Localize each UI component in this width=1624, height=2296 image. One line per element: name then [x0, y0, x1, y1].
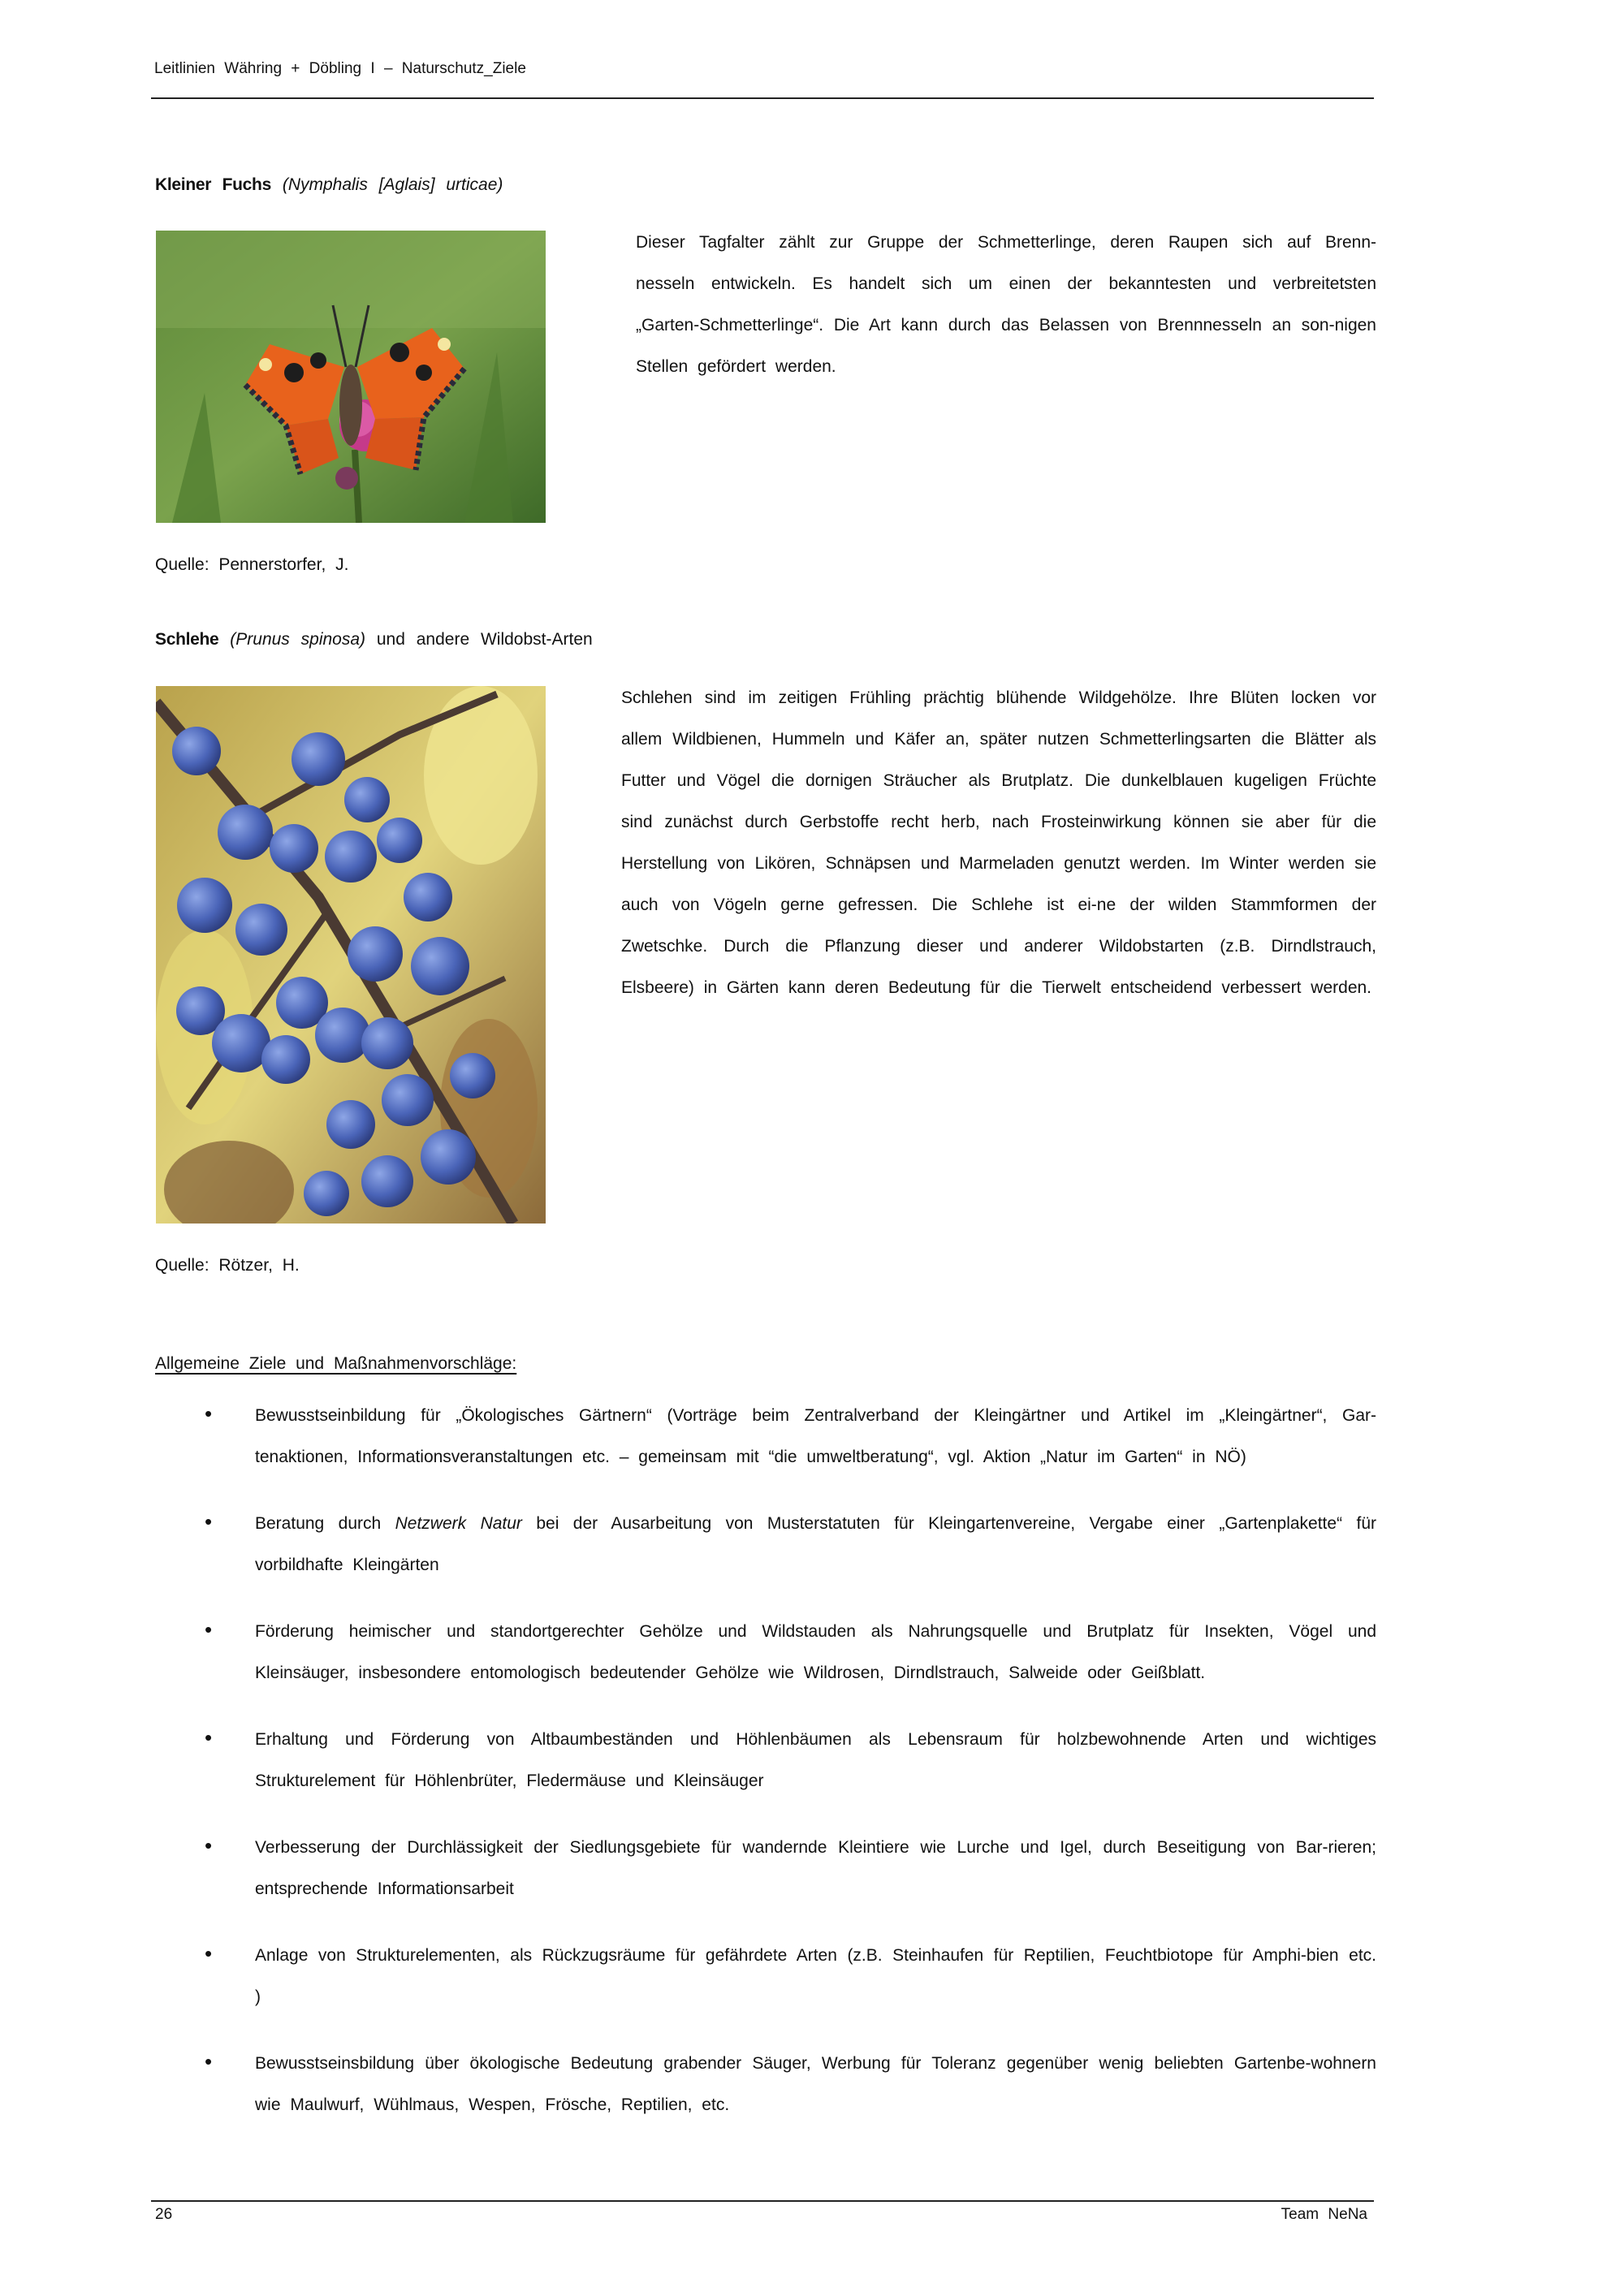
list-item	[199, 1935, 1376, 2018]
species-title-kleiner-fuchs	[155, 175, 503, 195]
species-description-schlehe: Schlehen sind im zeitigen Frühling prächtig blühende Wildgehölze. Ihre Blüten locken vor allem Wildbienen, Hummeln und Käfer an, später nutzen Schmetterlingsarten die Blätter als Futter und Vögel die dornigen Sträucher als Brutplatz. Die dunkelblauen kugeligen Früchte sind zunächst durch Gerbstoffe recht herb, nach Frosteinwirkung können sie aber für die Herstellung von Likören, Schnäpsen und Marmeladen genutzt werden. Im Winter werden sie auch von Vögeln gerne gefressen. Die Schlehe ist ei-ne der wilden Stammformen der Zwetschke. Durch die Pflanzung dieser und anderer Wildobstarten (z.B. Dirndlstrauch, Elsbeere) in Gärten kann deren Bedeutung für die Tierwelt entscheidend verbessert werden.	[621, 688, 1376, 997]
bullet-icon: •	[205, 1725, 213, 1750]
species-latin-name: (Prunus spinosa)	[230, 630, 366, 649]
bullet-icon: •	[205, 2049, 213, 2074]
goal-text-post: bei der Ausarbeitung von Musterstatuten für Kleingartenvereine, Vergabe einer „Gartenplakette“ für vorbildhafte Kleingärten	[255, 1514, 1376, 1574]
goal-text: Verbesserung der Durchlässigkeit der Siedlungsgebiete für wandernde Kleintiere wie Lurche und Igel, durch Beseitigung von Bar-rieren; entsprechende Informationsarbeit	[255, 1838, 1376, 1898]
page-number: 26	[155, 2206, 173, 2223]
list-item	[199, 1395, 1376, 1478]
list-item	[199, 2043, 1376, 2126]
species-common-name: Schlehe	[155, 630, 219, 649]
goal-text-pre: Beratung durch	[255, 1514, 395, 1533]
list-item	[199, 1719, 1376, 1802]
goals-heading: Allgemeine Ziele und Maßnahmenvorschläge:	[155, 1354, 517, 1373]
goal-text	[255, 1514, 1376, 1574]
species-title-suffix: und andere Wildobst-Arten	[376, 630, 593, 649]
goal-text: Bewusstseinbildung für „Ökologisches Gärtnern“ (Vorträge beim Zentralverband der Kleingärtner und Artikel im „Kleingärtner“, Gar-tenaktionen, Informationsveranstaltungen etc. – gemeinsam mit “die umweltberatung“, vgl. Aktion „Natur im Garten“ in NÖ)	[255, 1406, 1376, 1466]
photo-credit: Quelle: Pennerstorfer, J.	[155, 555, 349, 574]
butterfly-photo	[156, 231, 546, 523]
species-title-schlehe	[155, 630, 593, 650]
goal-text: Erhaltung und Förderung von Altbaumbeständen und Höhlenbäumen als Lebensraum für holzbewohnende Arten und wichtiges Strukturelement für Höhlenbrüter, Fledermäuse und Kleinsäuger	[255, 1730, 1376, 1790]
goals-list	[199, 1395, 1376, 2151]
goal-text-emphasis: Netzwerk Natur	[395, 1514, 522, 1533]
list-item	[199, 1503, 1376, 1586]
bullet-icon: •	[205, 1941, 213, 1966]
footer-team-name: Team NeNa	[1281, 2206, 1367, 2223]
bullet-icon: •	[205, 1401, 213, 1426]
sloe-photo	[156, 686, 546, 1224]
goal-text: Förderung heimischer und standortgerechter Gehölze und Wildstauden als Nahrungsquelle und Brutplatz für Insekten, Vögel und Kleinsäuger, insbesondere entomologisch bedeutender Gehölze wie Wildrosen, Dirndlstrauch, Salweide oder Geißblatt.	[255, 1622, 1376, 1682]
bullet-icon: •	[205, 1833, 213, 1858]
species-description-kleiner-fuchs: Dieser Tagfalter zählt zur Gruppe der Schmetterlinge, deren Raupen sich auf Brenn-nesseln entwickeln. Es handelt sich um einen der bekanntesten und verbreitetsten „Garten-Schmetterlinge“. Die Art kann durch das Belassen von Brennnesseln an son-nigen Stellen gefördert werden.	[636, 233, 1376, 376]
species-common-name: Kleiner Fuchs	[155, 175, 271, 194]
footer-rule	[151, 2200, 1374, 2202]
list-item	[199, 1827, 1376, 1910]
photo-credit: Quelle: Rötzer, H.	[155, 1256, 300, 1275]
header-rule	[151, 97, 1374, 99]
bullet-icon: •	[205, 1509, 213, 1534]
species-latin-name: (Nymphalis [Aglais] urticae)	[282, 175, 503, 194]
list-item	[199, 1611, 1376, 1694]
bullet-icon: •	[205, 1617, 213, 1642]
goal-text: Anlage von Strukturelementen, als Rückzugsräume für gefährdete Arten (z.B. Steinhaufen für Reptilien, Feuchtbiotope für Amphi-bien etc. )	[255, 1946, 1376, 2006]
running-header: Leitlinien Währing + Döbling I – Naturschutz_Ziele	[154, 60, 526, 77]
goal-text: Bewusstseinsbildung über ökologische Bedeutung grabender Säuger, Werbung für Toleranz gegenüber wenig beliebten Gartenbe-wohnern wie Maulwurf, Wühlmaus, Wespen, Frösche, Reptilien, etc.	[255, 2054, 1376, 2114]
